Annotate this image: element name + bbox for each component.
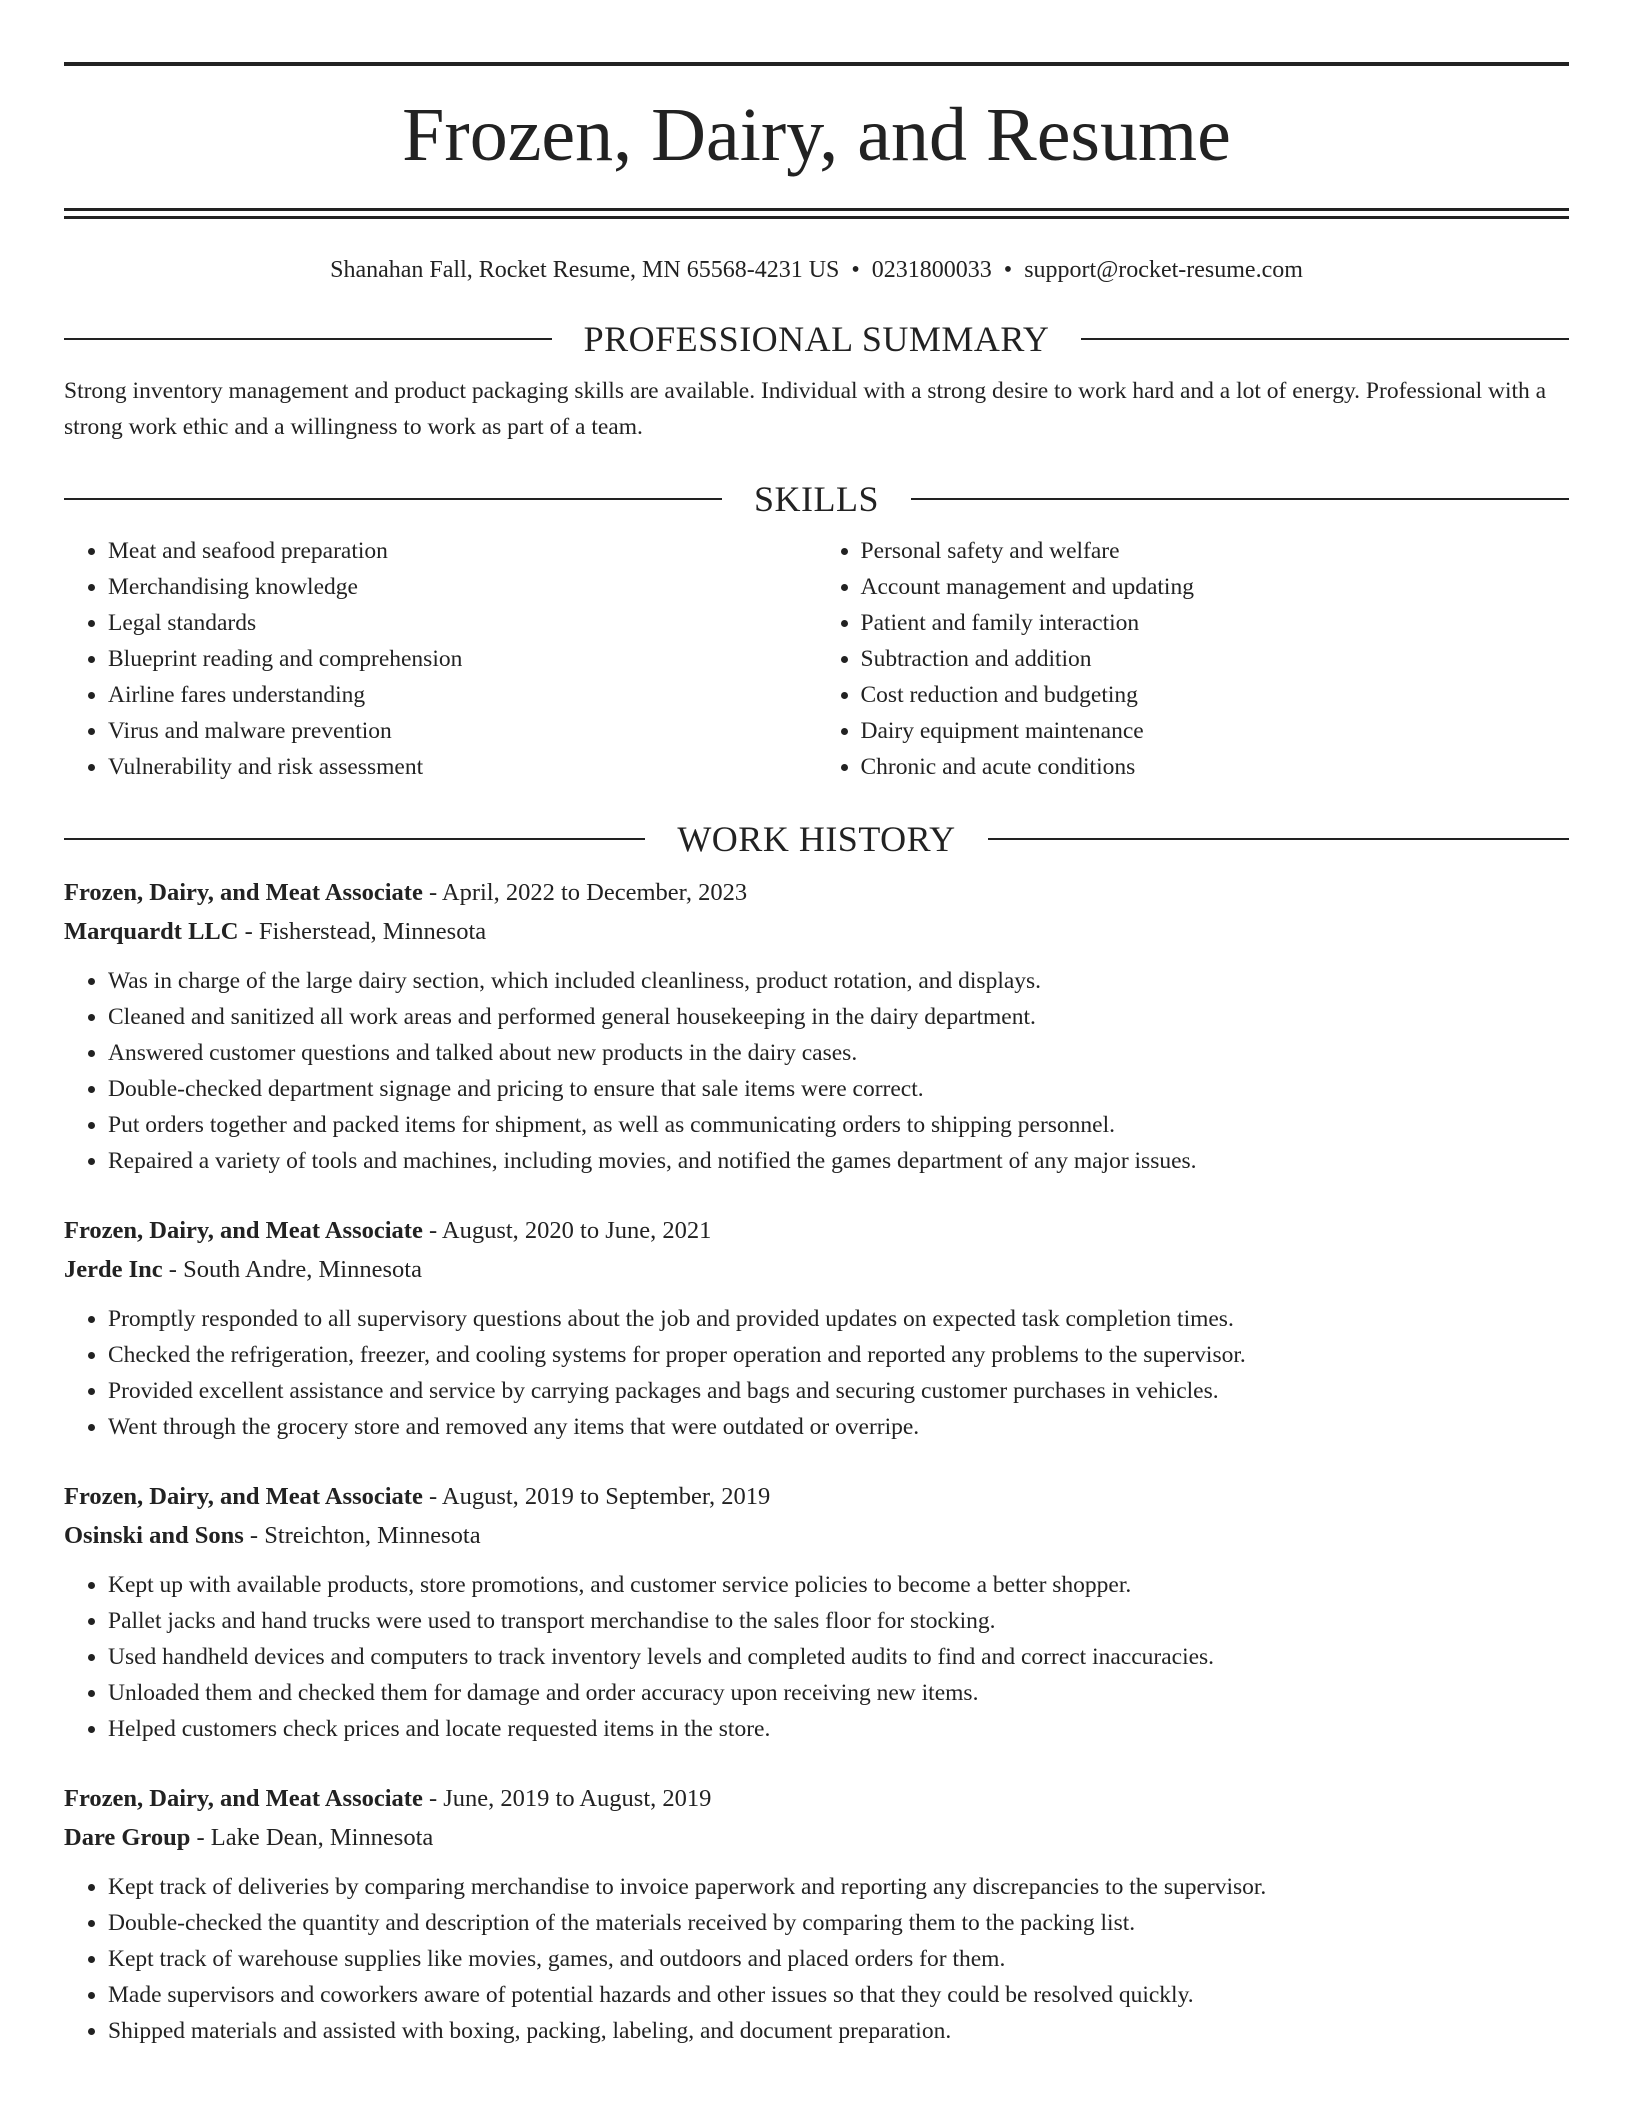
job-title: Frozen, Dairy, and Meat Associate — [64, 1217, 423, 1244]
heading-rule-right — [911, 498, 1569, 500]
job-entry — [64, 1779, 1569, 2049]
job-location: - South Andre, Minnesota — [162, 1256, 422, 1283]
list-item: • Kept up with available products, store promotions, and customer service policies to become a better shopper. — [108, 1567, 1569, 1603]
job-location: - Fisherstead, Minnesota — [238, 918, 487, 945]
work-title: WORK HISTORY — [677, 819, 956, 859]
contact-separator: • — [1003, 257, 1013, 283]
job-bullets — [64, 1301, 1569, 1445]
list-item: • Double-checked the quantity and description of the materials received by comparing them to the packing list. — [108, 1905, 1569, 1941]
job-entry — [64, 873, 1569, 1179]
contact-address: Shanahan Fall, Rocket Resume, MN 65568-4231 US — [330, 257, 840, 283]
job-dates: - April, 2022 to December, 2023 — [422, 879, 748, 906]
double-rule — [64, 208, 1569, 219]
list-item: • Made supervisors and coworkers aware of potential hazards and other issues so that they could be resolved quickly. — [108, 1977, 1569, 2013]
job-location: - Lake Dean, Minnesota — [190, 1824, 434, 1851]
job-bullets — [64, 1869, 1569, 2049]
job-dates: - August, 2019 to September, 2019 — [422, 1483, 771, 1510]
list-item: • Shipped materials and assisted with boxing, packing, labeling, and document preparation. — [108, 2013, 1569, 2049]
heading-rule-right — [1081, 338, 1569, 340]
list-item: • Put orders together and packed items for shipment, as well as communicating orders to shipping personnel. — [108, 1107, 1569, 1143]
job-company: Osinski and Sons — [64, 1522, 244, 1549]
heading-rule-left — [64, 498, 722, 500]
job-company-line — [64, 912, 1569, 951]
work-history — [64, 873, 1569, 2049]
job-company: Marquardt LLC — [64, 918, 239, 945]
job-entry — [64, 1211, 1569, 1445]
skills-list-right — [817, 533, 1570, 785]
job-title-line — [64, 1211, 1569, 1250]
work-heading — [64, 819, 1569, 859]
resume-page — [64, 62, 1569, 2049]
list-item: • Personal safety and welfare — [861, 533, 1570, 569]
top-rule — [64, 62, 1569, 66]
list-item: • Double-checked department signage and pricing to ensure that sale items were correct. — [108, 1071, 1569, 1107]
list-item: • Kept track of warehouse supplies like movies, games, and outdoors and placed orders for them. — [108, 1941, 1569, 1977]
summary-title: PROFESSIONAL SUMMARY — [583, 319, 1050, 359]
contact-email: support@rocket-resume.com — [1024, 257, 1303, 283]
summary-text: Strong inventory management and product packaging skills are available. Individual with a strong desire to work hard and a lot of energy. Professional with a strong work ethic and a willingness to work as part of a team. — [64, 378, 1547, 440]
list-item: • Patient and family interaction — [861, 605, 1570, 641]
list-item: • Used handheld devices and computers to track inventory levels and completed audits to find and correct inaccuracies. — [108, 1639, 1569, 1675]
list-item: • Went through the grocery store and removed any items that were outdated or overripe. — [108, 1409, 1569, 1445]
list-item: • Meat and seafood preparation — [108, 533, 817, 569]
summary-heading — [64, 319, 1569, 359]
job-company-line — [64, 1818, 1569, 1857]
list-item: • Cleaned and sanitized all work areas and performed general housekeeping in the dairy department. — [108, 999, 1569, 1035]
skills-heading — [64, 479, 1569, 519]
job-bullets — [64, 963, 1569, 1179]
list-item: • Checked the refrigeration, freezer, and cooling systems for proper operation and reported any problems to the supervisor. — [108, 1337, 1569, 1373]
list-item: • Repaired a variety of tools and machines, including movies, and notified the games department of any major issues. — [108, 1143, 1569, 1179]
list-item: • Merchandising knowledge — [108, 569, 817, 605]
list-item: • Cost reduction and budgeting — [861, 677, 1570, 713]
list-item: • Provided excellent assistance and service by carrying packages and bags and securing customer purchases in vehicles. — [108, 1373, 1569, 1409]
resume-name: Frozen, Dairy, and Resume — [402, 93, 1231, 177]
list-item: • Dairy equipment maintenance — [861, 713, 1570, 749]
heading-rule-right — [988, 838, 1569, 840]
job-dates: - June, 2019 to August, 2019 — [422, 1785, 712, 1812]
list-item: • Helped customers check prices and locate requested items in the store. — [108, 1711, 1569, 1747]
job-dates: - August, 2020 to June, 2021 — [422, 1217, 712, 1244]
job-entry — [64, 1477, 1569, 1747]
contact-separator: • — [851, 257, 860, 283]
list-item: • Virus and malware prevention — [108, 713, 817, 749]
list-item: • Airline fares understanding — [108, 677, 817, 713]
job-title-line — [64, 1779, 1569, 1818]
job-title-line — [64, 873, 1569, 912]
job-title-line — [64, 1477, 1569, 1516]
list-item: • Was in charge of the large dairy section, which included cleanliness, product rotation, and displays. — [108, 963, 1569, 999]
job-title: Frozen, Dairy, and Meat Associate — [64, 879, 423, 906]
list-item: • Account management and updating — [861, 569, 1570, 605]
list-item: • Promptly responded to all supervisory questions about the job and provided updates on expected task completion times. — [108, 1301, 1569, 1337]
skills-title: SKILLS — [754, 479, 880, 519]
job-company-line — [64, 1250, 1569, 1289]
job-location: - Streichton, Minnesota — [243, 1522, 481, 1549]
list-item: • Legal standards — [108, 605, 817, 641]
heading-rule-left — [64, 838, 645, 840]
job-title: Frozen, Dairy, and Meat Associate — [64, 1483, 423, 1510]
job-company: Dare Group — [64, 1824, 191, 1851]
list-item: • Subtraction and addition — [861, 641, 1570, 677]
contact-line — [64, 255, 1569, 285]
list-item: • Chronic and acute conditions — [861, 749, 1570, 785]
job-company: Jerde Inc — [64, 1256, 163, 1283]
list-item: • Unloaded them and checked them for damage and order accuracy upon receiving new items. — [108, 1675, 1569, 1711]
contact-phone: 0231800033 — [871, 257, 992, 283]
list-item: • Pallet jacks and hand trucks were used to transport merchandise to the sales floor for stocking. — [108, 1603, 1569, 1639]
skills-list-left — [64, 533, 817, 785]
heading-rule-left — [64, 338, 552, 340]
job-bullets — [64, 1567, 1569, 1747]
list-item: • Vulnerability and risk assessment — [108, 749, 817, 785]
job-company-line — [64, 1516, 1569, 1555]
skills-columns — [64, 533, 1569, 785]
job-title: Frozen, Dairy, and Meat Associate — [64, 1785, 423, 1812]
list-item: • Kept track of deliveries by comparing merchandise to invoice paperwork and reporting any discrepancies to the supervisor. — [108, 1869, 1569, 1905]
list-item: • Blueprint reading and comprehension — [108, 641, 817, 677]
list-item: • Answered customer questions and talked about new products in the dairy cases. — [108, 1035, 1569, 1071]
